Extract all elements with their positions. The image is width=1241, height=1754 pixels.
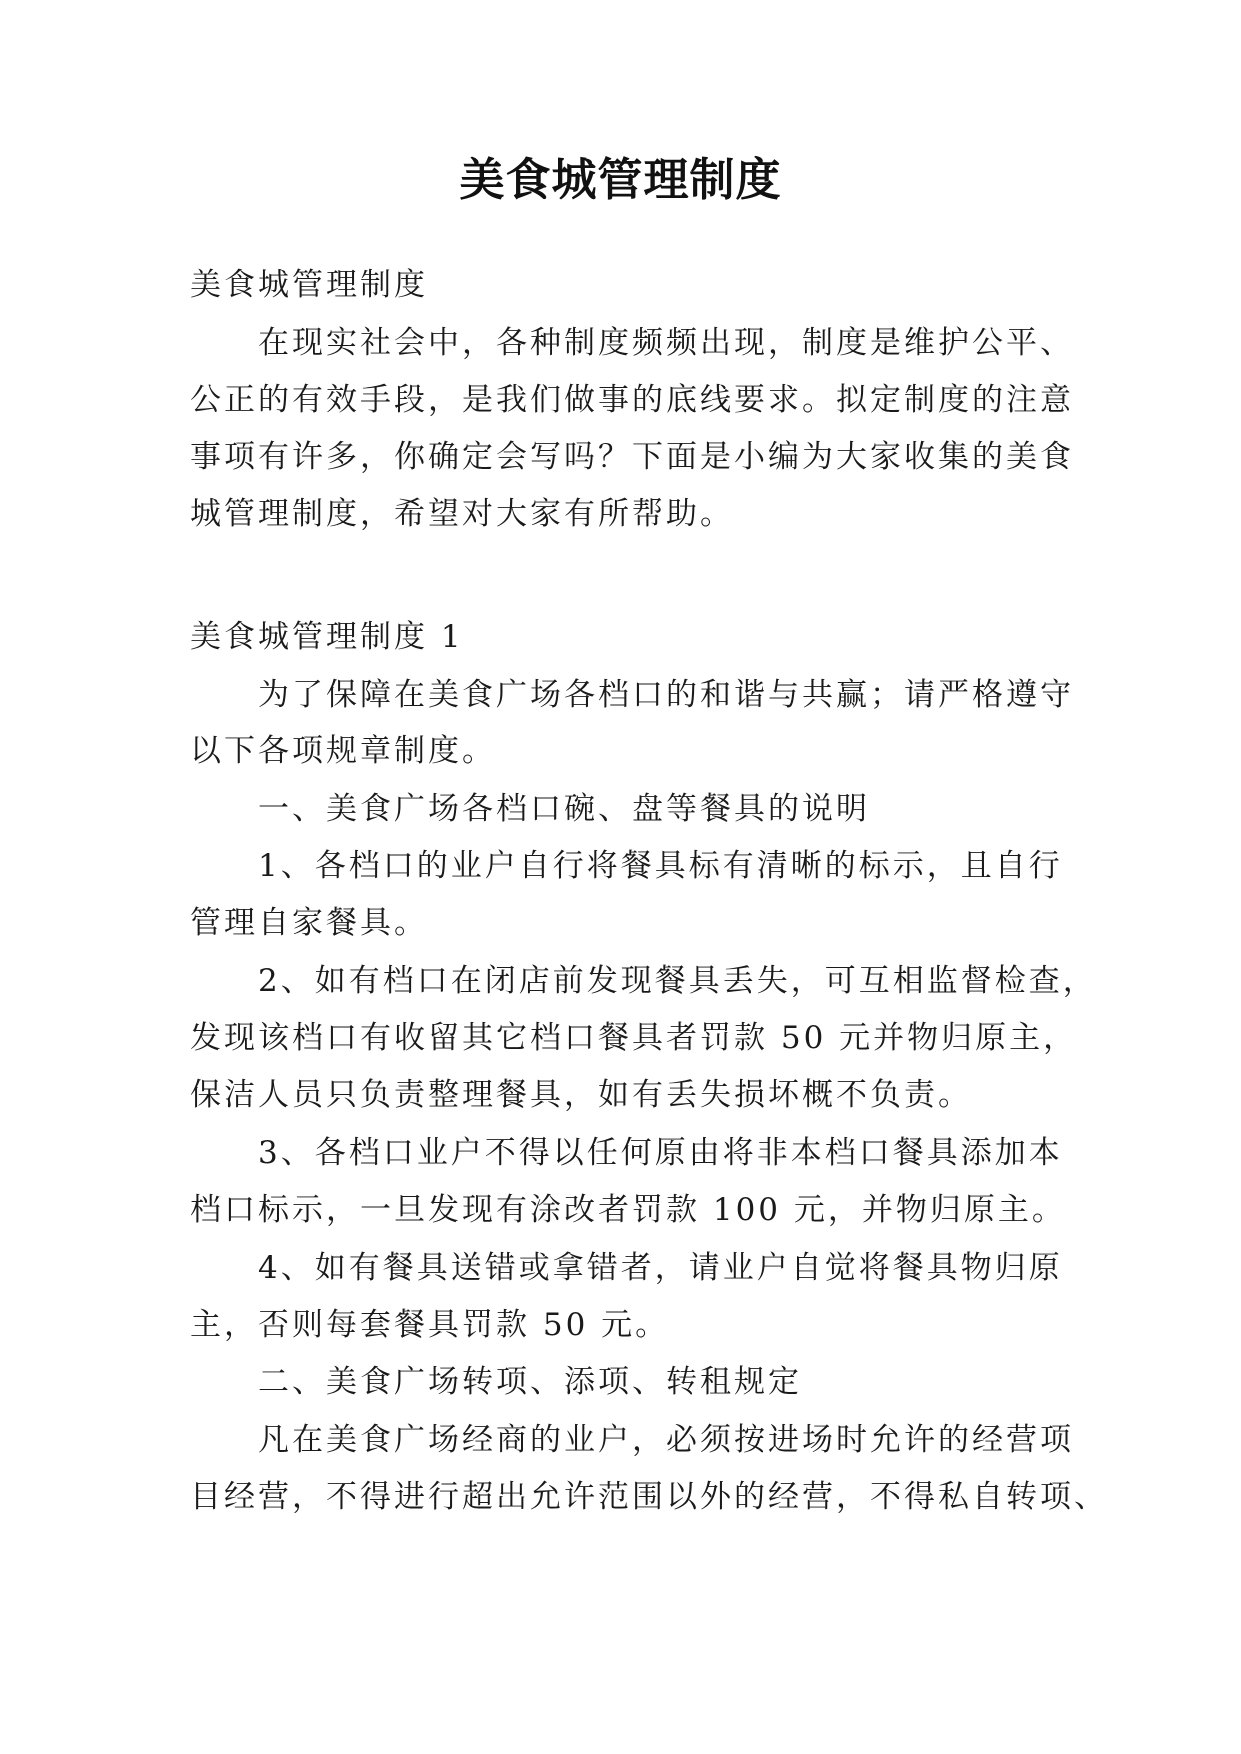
body-line: 管理自家餐具。 (190, 905, 428, 941)
body-line: 1、各档口的业户自行将餐具标有清晰的标示，且自行 (258, 848, 1063, 884)
body-line: 凡在美食广场经商的业户，必须按进场时允许的经营项 (258, 1422, 1074, 1458)
clause-heading: 一、美食广场各档口碗、盘等餐具的说明 (258, 791, 870, 827)
subtitle: 美食城管理制度 (190, 267, 428, 303)
intro-line: 在现实社会中，各种制度频频出现，制度是维护公平、 (258, 325, 1074, 361)
body-line: 2、如有档口在闭店前发现餐具丢失，可互相监督检查， (258, 963, 1097, 999)
body-line: 目经营，不得进行超出允许范围以外的经营，不得私自转项、 (190, 1479, 1108, 1515)
body-line: 3、各档口业户不得以任何原由将非本档口餐具添加本 (258, 1135, 1063, 1171)
body-line: 以下各项规章制度。 (190, 733, 496, 769)
intro-line: 城管理制度，希望对大家有所帮助。 (190, 496, 734, 532)
clause-heading: 二、美食广场转项、添项、转租规定 (258, 1364, 802, 1400)
intro-line: 公正的有效手段，是我们做事的底线要求。拟定制度的注意 (190, 382, 1074, 418)
intro-line: 事项有许多，你确定会写吗？下面是小编为大家收集的美食 (190, 439, 1074, 475)
body-line: 发现该档口有收留其它档口餐具者罚款 50 元并物归原主， (190, 1020, 1078, 1056)
body-line: 为了保障在美食广场各档口的和谐与共赢；请严格遵守 (258, 677, 1074, 713)
document-title: 美食城管理制度 (459, 153, 782, 206)
body-line: 4、如有餐具送错或拿错者，请业户自觉将餐具物归原 (258, 1250, 1063, 1286)
body-line: 主，否则每套餐具罚款 50 元。 (190, 1307, 670, 1343)
section-heading: 美食城管理制度 1 (190, 619, 464, 655)
body-line: 档口标示，一旦发现有涂改者罚款 100 元，并物归原主。 (190, 1192, 1066, 1228)
body-line: 保洁人员只负责整理餐具，如有丢失损坏概不负责。 (190, 1077, 972, 1113)
